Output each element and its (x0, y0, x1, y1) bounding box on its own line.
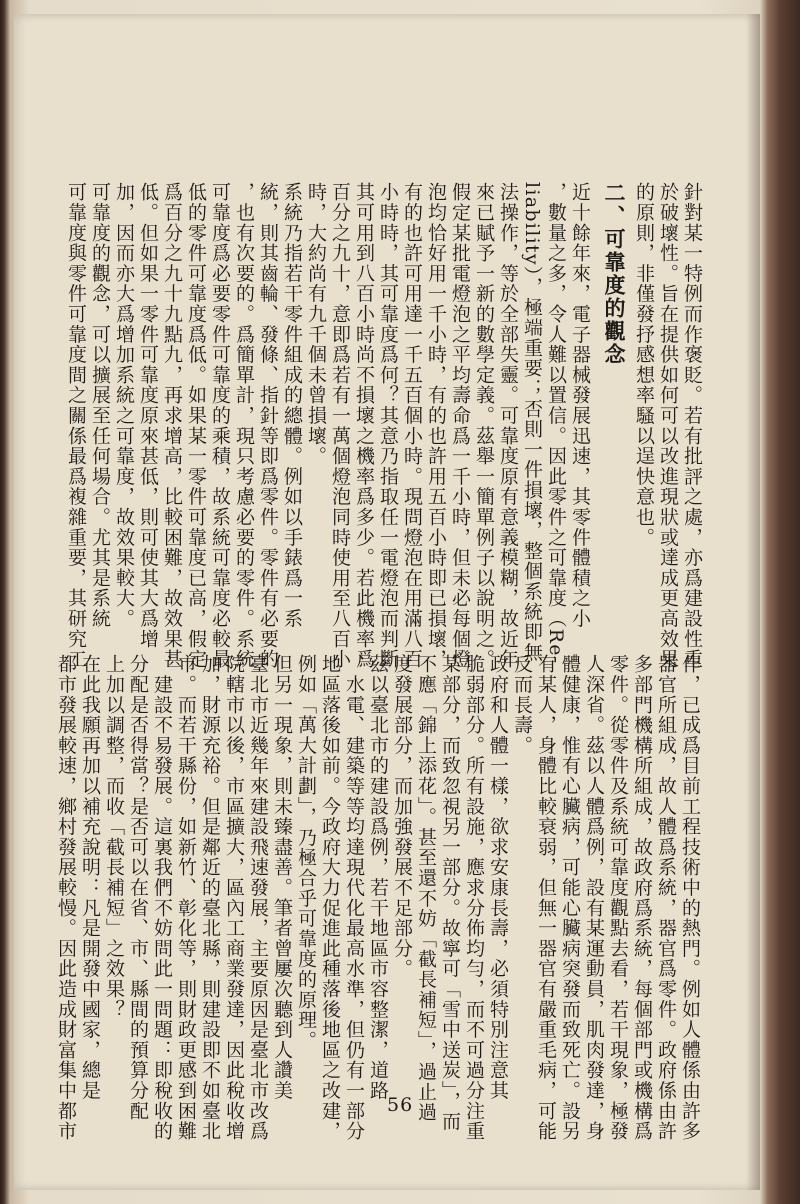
text-column: 於破壞性。旨在提供如何可以改進現狀或達成更高效果 (657, 182, 679, 670)
text-column: liability），極端重要；否則一件損壞，整個系統即無 (521, 182, 543, 663)
text-column: ，數量之多，令人難以置信。因此零件之可靠度（Re- (545, 182, 567, 665)
text-column: 可靠度與零件可靠度間之關係最爲複雜重要，其研究工 (65, 182, 87, 670)
text-column: 加，因而亦大爲增加系統之可靠度，故效果較大。 (113, 182, 135, 629)
text-column: 茲以臺北市的建設爲例，若干地區市容整潔，道路 (367, 654, 389, 1101)
text-column: 低。但如果一零件可靠度原來甚低，則可使其大爲增 (137, 182, 159, 649)
text-column: 某部分，而致忽視另一部分。故寧可「雪中送炭」，而 (439, 654, 461, 1132)
text-column: 零件。從零件及系統可靠度觀點去看，若干現象，極發 (607, 654, 629, 1142)
text-column: 市。而若干縣份，如新竹、彰化等，則財政更感到困難 (175, 654, 197, 1142)
text-column: 低的零件可靠度爲低。如果某一零件可靠度已高，假定 (185, 182, 207, 670)
text-column: 加，財源充裕。但是鄰近的臺北縣，則建設即不如臺北 (199, 654, 221, 1142)
text-column: 但另一現象，則未臻盡善。筆者曾屢次聽到人讚美 (271, 654, 293, 1101)
text-column: 度發展部分，而加強發展不足部分。 (391, 654, 413, 979)
upper-text-block (64, 182, 704, 670)
text-column: ，也有次要的。爲簡單計，現只考慮必要的零件。系統 (233, 182, 255, 670)
text-column: 統，則其齒輪、發條、指針等即爲零件。零件有必要的 (257, 182, 279, 670)
text-column: 臺北市近幾年來建設飛速發展，主要原因是臺北市改爲 (247, 654, 269, 1142)
text-column: 、水電、建築等等均達現代化最高水準，但仍有一部分 (343, 654, 365, 1142)
text-column: 可靠度的觀念，可以擴展至任何場合。尤其是系統 (89, 182, 111, 629)
text-column: 政府和人體一樣，欲求安康長壽，必須特別注意其 (487, 654, 509, 1101)
page-edge-shadow (746, 14, 760, 1190)
page-number: 56 (387, 1094, 414, 1116)
text-column: 時，大約尚有九千個未曾損壞。 (305, 182, 327, 467)
text-column: 多部門機構所組成，故政府爲系統，每個部門或機構爲 (631, 654, 653, 1142)
text-column: ，建設不易發展。這裏我們不妨問此一問題：即稅收的 (151, 654, 173, 1142)
text-column: 院轄市以後，市區擴大，區內工商業發達，因此稅收增 (223, 654, 245, 1142)
text-column: 泡均恰好用一千小時，有的也許用五百小時即已損壞， (425, 182, 447, 670)
text-column: 分配是否得當？是否可以在省、市、縣間的預算分配 (127, 654, 149, 1121)
text-column: 法操作，等於全部失靈。可靠度原有意義模糊，故近年 (497, 182, 519, 670)
book-page (14, 14, 760, 1190)
text-column: 爲百分之九十九點九，再求增高，比較困難，故效果甚 (161, 182, 183, 670)
text-column: 上加以調整，而收「截長補短」之效果？ (103, 654, 125, 1020)
text-column: 其可用到八百小時尚不損壞之機率爲多少。若此機率爲 (353, 182, 375, 670)
text-column: 反而長壽。 (511, 654, 533, 756)
text-column: 脆弱部分。所有設施，應求分佈均勻，而不可過分注重 (463, 654, 485, 1142)
text-column: 在此我願再加以補充說明：凡是開發中國家，總是 (79, 654, 101, 1101)
text-column: 的原則，非僅發抒感想率騷以逞快意也。 (633, 182, 655, 548)
text-column: 作，已成爲目前工程技術中的熱門。例如人體係由許多 (679, 654, 701, 1142)
text-column: 都市發展較速，鄉村發展較慢。因此造成財富集中都市 (55, 654, 77, 1142)
text-column: 地區落後如前。今政府大力促進此種落後地區之改建， (319, 654, 341, 1142)
text-column: 體健康，惟有心臟病，可能心臟病突發而致死亡。設另 (559, 654, 581, 1142)
text-column: 可靠度爲必要零件可靠度的乘積，故系統可靠度必較最 (209, 182, 231, 670)
text-column: 針對某一特例而作褒貶。若有批評之處，亦爲建設性重 (681, 182, 703, 670)
text-column: 有的也許可用達一千五百個小時。現問燈泡在用滿八百 (401, 182, 423, 670)
section-heading: 二、可靠度的觀念 (602, 182, 626, 366)
text-column: 近十餘年來，電子器械發展迅速，其零件體積之小 (569, 182, 591, 629)
text-column: 有某人，身體比較衰弱，但無一器官有嚴重毛病，可能 (535, 654, 557, 1142)
text-column: 來已賦予一新的數學定義。茲舉一簡單例子以說明之。 (473, 182, 495, 670)
text-column: 器官所組成，故人體爲系統，器官爲零件。政府係由許 (655, 654, 677, 1142)
text-column: 假定某批電燈泡之平均壽命爲一千小時，但未必每個燈 (449, 182, 471, 670)
text-column: 系統乃指若干零件組成的總體。例如以手錶爲一系 (281, 182, 303, 629)
text-column: 人深省。茲以人體爲例，設有某運動員，肌肉發達，身 (583, 654, 605, 1142)
text-column: 例如「萬大計劃」，乃極合乎可靠度的原理。 (295, 654, 317, 1051)
text-column: 不應「錦上添花」。甚至還不妨「截長補短」，過止過 (415, 654, 437, 1123)
text-column: 小時時，其可靠度爲何？其意乃指取任一電燈泡而判斷 (377, 182, 399, 670)
text-column: 百分之九十，意即爲若有一萬個燈泡同時使用至八百小 (329, 182, 351, 670)
